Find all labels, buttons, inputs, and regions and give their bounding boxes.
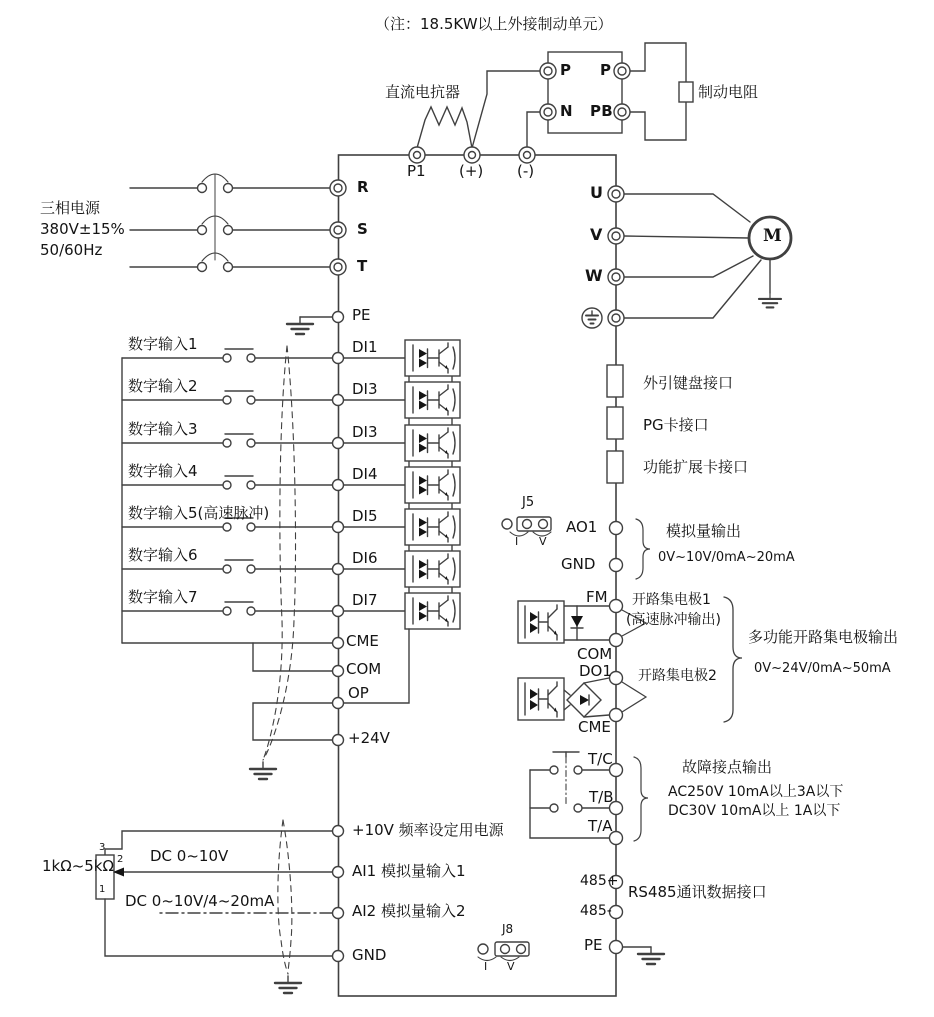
terminal-di2: DI3 xyxy=(352,380,378,398)
j5-i-label: I xyxy=(515,535,519,548)
terminal-p1: P1 xyxy=(407,162,426,180)
pot-pin-1: 1 xyxy=(99,884,106,895)
three-phase-supply-wiring xyxy=(130,174,346,334)
jumper-j8-label: J8 xyxy=(502,922,514,936)
terminal-di6: DI6 xyxy=(352,549,378,567)
oc-range-label: 0V~24V/0mA~50mA xyxy=(754,661,891,676)
terminal-10v: +10V 频率设定用电源 xyxy=(352,821,504,839)
oc1-label: 开路集电极1 xyxy=(632,592,711,608)
oc1-sub-label: (高速脉冲输出) xyxy=(626,612,721,628)
terminal-s: S xyxy=(357,220,369,238)
terminal-di1: DI1 xyxy=(352,338,378,356)
terminal-gnd2: GND xyxy=(561,555,596,573)
pot-pin-3: 3 xyxy=(99,842,106,853)
terminal-fm: FM xyxy=(586,588,608,606)
brake-resistor-label: 制动电阻 xyxy=(698,83,759,101)
expansion-card-interface-label: 功能扩展卡接口 xyxy=(643,458,749,476)
digital-input-label-4: 数字输入4 xyxy=(128,462,198,480)
dc-reactor-label: 直流电抗器 xyxy=(385,83,461,101)
brake-unit-note: （注：18.5KW以上外接制动单元） xyxy=(375,15,613,33)
terminal-v: V xyxy=(590,225,603,244)
terminal-u: U xyxy=(590,183,603,202)
j8-v-label: V xyxy=(507,960,515,973)
analog-output-label: 模拟量输出 xyxy=(666,522,742,540)
brake-unit-terminal-n-in: N xyxy=(560,102,573,120)
digital-input-label-1: 数字输入1 xyxy=(128,335,198,353)
digital-input-label-2: 数字输入2 xyxy=(128,377,198,395)
pot-pin-2: 2 xyxy=(117,854,124,865)
digital-input-label-5: 数字输入5(高速脉冲) xyxy=(128,504,270,522)
terminal-do1: DO1 xyxy=(579,662,612,680)
dc-bus-wiring xyxy=(409,43,693,163)
terminal-r: R xyxy=(357,178,369,196)
terminal-ai1: AI1 模拟量输入1 xyxy=(352,862,466,880)
terminal-com-r: COM xyxy=(577,645,613,663)
pg-card-interface-label: PG卡接口 xyxy=(643,416,709,434)
interface-slots xyxy=(607,365,623,483)
terminal-cme: CME xyxy=(346,632,379,650)
brake-unit-terminal-p-out: P xyxy=(600,61,612,79)
digital-input-label-7: 数字输入7 xyxy=(128,588,198,606)
jumper-j5-label: J5 xyxy=(522,495,535,510)
terminal-ai2: AI2 模拟量输入2 xyxy=(352,902,466,920)
terminal-485p: 485+ xyxy=(580,873,619,889)
relay-spec-dc: DC30V 10mA以上 1A以下 xyxy=(668,803,841,819)
potentiometer-label: 1kΩ~5kΩ xyxy=(42,857,114,875)
j8-i-label: I xyxy=(484,960,488,973)
terminal-tb: T/B xyxy=(589,788,614,806)
digital-input-label-6: 数字输入6 xyxy=(128,546,198,564)
terminal-pe: PE xyxy=(352,306,371,324)
terminal-tc: T/C xyxy=(588,750,613,768)
terminal-485m: 485- xyxy=(580,903,612,919)
rs485-label: RS485通讯数据接口 xyxy=(628,883,767,901)
terminal-op: OP xyxy=(348,684,369,702)
supply-label-line1: 三相电源 xyxy=(40,199,101,217)
j5-v-label: V xyxy=(539,535,547,548)
digital-input-label-3: 数字输入3 xyxy=(128,420,198,438)
relay-spec-ac: AC250V 10mA以上3A以下 xyxy=(668,784,844,800)
supply-label-line2: 380V±15% xyxy=(40,220,125,238)
terminal-pe-r: PE xyxy=(584,936,603,954)
terminal-ao1: AO1 xyxy=(566,518,598,536)
terminal-24v: +24V xyxy=(348,729,390,747)
terminal-gnd: GND xyxy=(352,946,387,964)
brake-unit-terminal-p-in: P xyxy=(560,61,572,79)
terminal-di7: DI7 xyxy=(352,591,378,609)
ai2-signal-label: DC 0~10V/4~20mA xyxy=(125,892,275,910)
terminal-com: COM xyxy=(346,660,382,678)
analog-output-range: 0V~10V/0mA~20mA xyxy=(658,550,795,565)
terminal-minus: (-) xyxy=(517,162,535,180)
terminal-cme-r: CME xyxy=(578,718,611,736)
terminal-di3: DI3 xyxy=(352,423,378,441)
oc-group-label: 多功能开路集电极输出 xyxy=(748,628,899,646)
terminal-di5: DI5 xyxy=(352,507,378,525)
terminal-di4: DI4 xyxy=(352,465,378,483)
ai1-signal-label: DC 0~10V xyxy=(150,847,229,865)
brake-unit-terminal-pb-out: PB xyxy=(590,102,614,120)
motor-output-wiring xyxy=(582,183,791,328)
supply-label-line3: 50/60Hz xyxy=(40,241,103,259)
terminal-ta: T/A xyxy=(588,817,613,835)
motor-symbol: M xyxy=(763,226,782,246)
terminal-w: W xyxy=(585,266,603,285)
oc2-label: 开路集电极2 xyxy=(638,668,717,684)
keypad-interface-label: 外引键盘接口 xyxy=(643,374,734,392)
terminal-plus: (+) xyxy=(459,162,484,180)
relay-output-label: 故障接点输出 xyxy=(682,758,773,776)
terminal-t: T xyxy=(357,257,368,275)
